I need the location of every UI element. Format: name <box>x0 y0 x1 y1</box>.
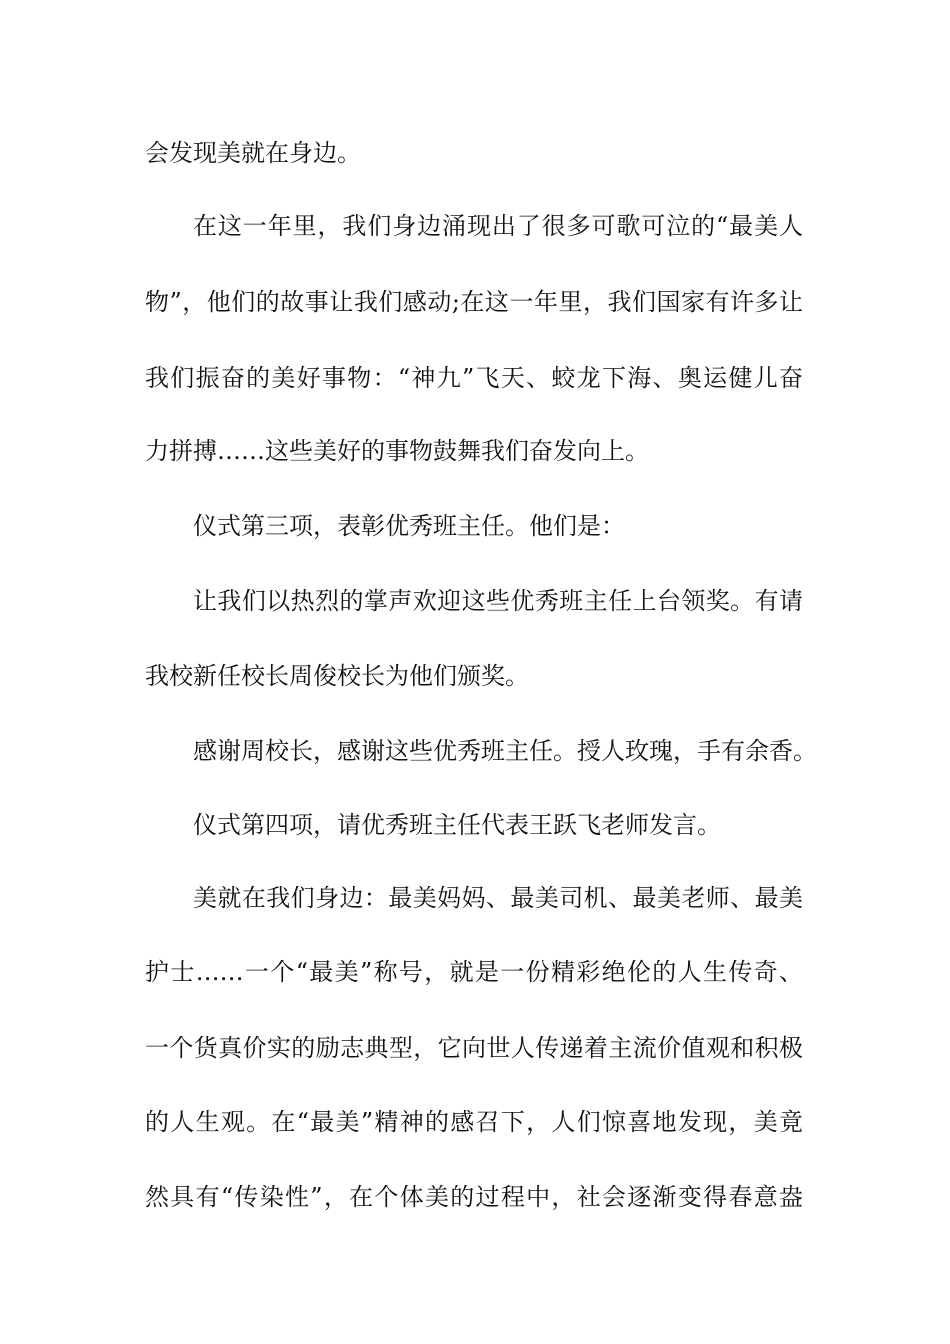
text-line: 在这一年里，我们身边涌现出了很多可歌可泣的“最美人 <box>193 212 803 240</box>
text-line: 仪式第三项，表彰优秀班主任。他们是： <box>193 512 625 540</box>
text-line: 一个货真价实的励志典型，它向世人传递着主流价值观和积极 <box>145 1034 803 1062</box>
text-line: 让我们以热烈的掌声欢迎这些优秀班主任上台领奖。有请 <box>193 587 803 615</box>
text-line: 护士……一个“最美”称号，就是一份精彩绝伦的人生传奇、 <box>145 958 803 986</box>
text-line: 力拼搏……这些美好的事物鼓舞我们奋发向上。 <box>145 437 649 465</box>
text-line: 我们振奋的美好事物：“神九”飞天、蛟龙下海、奥运健儿奋 <box>145 364 803 392</box>
text-line: 感谢周校长，感谢这些优秀班主任。授人玫瑰，手有余香。 <box>193 737 817 765</box>
text-line: 然具有“传染性”，在个体美的过程中，社会逐渐变得春意盎 <box>145 1183 803 1211</box>
text-line: 我校新任校长周俊校长为他们颁奖。 <box>145 662 529 690</box>
text-line: 仪式第四项，请优秀班主任代表王跃飞老师发言。 <box>193 811 721 839</box>
text-line: 物”，他们的故事让我们感动;在这一年里，我们国家有许多让 <box>145 288 803 316</box>
text-line: 会发现美就在身边。 <box>145 139 361 167</box>
text-line: 的人生观。在“最美”精神的感召下，人们惊喜地发现，美竟 <box>145 1108 803 1136</box>
text-line: 美就在我们身边：最美妈妈、最美司机、最美老师、最美 <box>193 884 803 912</box>
